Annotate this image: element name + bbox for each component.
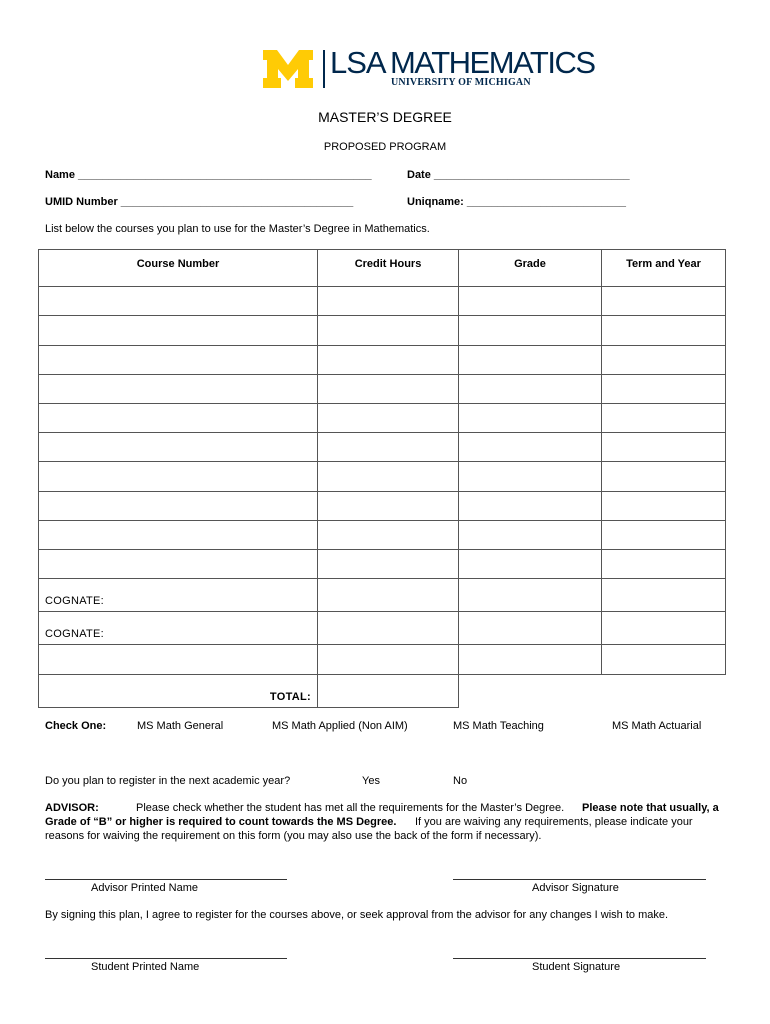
- date-field[interactable]: Date ________________________________: [407, 169, 630, 181]
- cognate-label[interactable]: COGNATE:: [39, 612, 318, 645]
- advisor-text-1: Please check whether the student has met all the requirements for the Master’s Degree.: [136, 802, 565, 814]
- credit-cell[interactable]: [318, 462, 459, 491]
- term-cell[interactable]: [602, 403, 726, 432]
- table-row[interactable]: [39, 287, 726, 316]
- advisor-signature-line[interactable]: [453, 879, 706, 880]
- table-row[interactable]: [39, 316, 726, 345]
- credit-cell[interactable]: [318, 579, 459, 612]
- credit-cell[interactable]: [318, 520, 459, 549]
- table-row[interactable]: [39, 549, 726, 578]
- courses-table: [38, 249, 726, 708]
- option-ms-math-teaching[interactable]: MS Math Teaching: [453, 720, 544, 732]
- header-grade: Grade: [459, 250, 602, 287]
- table-row[interactable]: [39, 345, 726, 374]
- term-cell[interactable]: [602, 645, 726, 674]
- total-row: [39, 674, 726, 707]
- course-cell[interactable]: [39, 403, 318, 432]
- grade-cell[interactable]: [459, 645, 602, 674]
- grade-cell[interactable]: [459, 462, 602, 491]
- credit-cell[interactable]: [318, 316, 459, 345]
- grade-cell[interactable]: [459, 579, 602, 612]
- umid-field[interactable]: UMID Number ______________________________________: [45, 196, 354, 208]
- option-ms-math-general[interactable]: MS Math General: [137, 720, 224, 732]
- grade-cell[interactable]: [459, 433, 602, 462]
- term-cell[interactable]: [602, 579, 726, 612]
- total-credit-cell[interactable]: [318, 674, 459, 707]
- grade-cell[interactable]: [459, 612, 602, 645]
- term-cell[interactable]: [602, 520, 726, 549]
- table-row[interactable]: [39, 491, 726, 520]
- student-signature-label: Student Signature: [532, 961, 621, 973]
- name-field[interactable]: Name ________________________________________________: [45, 169, 372, 181]
- grade-cell[interactable]: [459, 316, 602, 345]
- block-m-logo: [263, 50, 313, 88]
- logo-lsa: LSA: [330, 45, 386, 80]
- advisor-printed-name-label: Advisor Printed Name: [91, 882, 198, 894]
- option-ms-math-actuarial[interactable]: MS Math Actuarial: [612, 720, 702, 732]
- advisor-text-2: If you are waiving any requirements, please indicate your: [415, 816, 693, 828]
- grade-cell[interactable]: [459, 491, 602, 520]
- advisor-bold-1: Please note that usually, a: [582, 802, 719, 814]
- table-row[interactable]: [39, 645, 726, 674]
- credit-cell[interactable]: [318, 491, 459, 520]
- header-credit-hours: Credit Hours: [318, 250, 459, 287]
- grade-cell[interactable]: [459, 345, 602, 374]
- term-cell[interactable]: [602, 433, 726, 462]
- table-row[interactable]: [39, 462, 726, 491]
- credit-cell[interactable]: [318, 345, 459, 374]
- course-cell[interactable]: [39, 374, 318, 403]
- credit-cell[interactable]: [318, 645, 459, 674]
- course-cell[interactable]: [39, 287, 318, 316]
- credit-cell[interactable]: [318, 433, 459, 462]
- student-printed-name-label: Student Printed Name: [91, 961, 200, 973]
- credit-cell[interactable]: [318, 287, 459, 316]
- course-cell[interactable]: [39, 549, 318, 578]
- course-cell[interactable]: [39, 345, 318, 374]
- page-title: MASTER’S DEGREE: [318, 109, 452, 125]
- table-row[interactable]: [39, 433, 726, 462]
- course-cell[interactable]: [39, 462, 318, 491]
- student-printed-name-line[interactable]: [45, 958, 287, 959]
- check-one-label: Check One:: [45, 720, 107, 732]
- term-cell[interactable]: [602, 612, 726, 645]
- register-yes[interactable]: Yes: [362, 775, 380, 787]
- cognate-label[interactable]: COGNATE:: [39, 579, 318, 612]
- register-question: Do you plan to register in the next academic year?: [45, 775, 291, 787]
- course-cell[interactable]: [39, 491, 318, 520]
- instructions: List below the courses you plan to use for the Master’s Degree in Mathematics.: [45, 223, 430, 235]
- grade-cell[interactable]: [459, 520, 602, 549]
- total-label: TOTAL:: [39, 674, 318, 707]
- course-cell[interactable]: [39, 433, 318, 462]
- advisor-printed-name-line[interactable]: [45, 879, 287, 880]
- term-cell[interactable]: [602, 462, 726, 491]
- grade-cell[interactable]: [459, 403, 602, 432]
- term-cell[interactable]: [602, 345, 726, 374]
- table-header-row: [39, 250, 726, 287]
- advisor-signature-label: Advisor Signature: [532, 882, 619, 894]
- option-ms-math-applied[interactable]: MS Math Applied (Non AIM): [272, 720, 408, 732]
- table-row[interactable]: [39, 520, 726, 549]
- student-signature-line[interactable]: [453, 958, 706, 959]
- table-row[interactable]: [39, 374, 726, 403]
- advisor-label: ADVISOR:: [45, 802, 99, 814]
- grade-cell[interactable]: [459, 374, 602, 403]
- term-cell[interactable]: [602, 374, 726, 403]
- credit-cell[interactable]: [318, 374, 459, 403]
- header-course-number: Course Number: [39, 250, 318, 287]
- term-cell[interactable]: [602, 316, 726, 345]
- credit-cell[interactable]: [318, 403, 459, 432]
- logo-department: MATHEMATICS: [390, 45, 595, 80]
- uniqname-field[interactable]: Uniqname: __________________________: [407, 196, 626, 208]
- term-cell[interactable]: [602, 491, 726, 520]
- table-row[interactable]: [39, 403, 726, 432]
- credit-cell[interactable]: [318, 549, 459, 578]
- term-cell[interactable]: [602, 549, 726, 578]
- grade-cell[interactable]: [459, 549, 602, 578]
- logo-university: UNIVERSITY OF MICHIGAN: [391, 77, 531, 88]
- advisor-bold-2: Grade of “B” or higher is required to count towards the MS Degree.: [45, 816, 397, 828]
- course-cell[interactable]: [39, 645, 318, 674]
- header-term-year: Term and Year: [602, 250, 726, 287]
- course-cell[interactable]: [39, 520, 318, 549]
- agreement-text: By signing this plan, I agree to register for the courses above, or seek approval from the advisor for any changes I wish to make.: [45, 909, 669, 921]
- term-cell[interactable]: [602, 287, 726, 316]
- logo-divider: [323, 50, 325, 88]
- cognate-row[interactable]: [39, 612, 726, 645]
- grade-cell[interactable]: [459, 287, 602, 316]
- cognate-row[interactable]: [39, 579, 726, 612]
- course-cell[interactable]: [39, 316, 318, 345]
- register-no[interactable]: No: [453, 775, 468, 787]
- page-subtitle: PROPOSED PROGRAM: [323, 141, 447, 153]
- advisor-text-3: reasons for waiving the requirement on this form (you may also use the back of the form if necessary).: [45, 830, 542, 842]
- credit-cell[interactable]: [318, 612, 459, 645]
